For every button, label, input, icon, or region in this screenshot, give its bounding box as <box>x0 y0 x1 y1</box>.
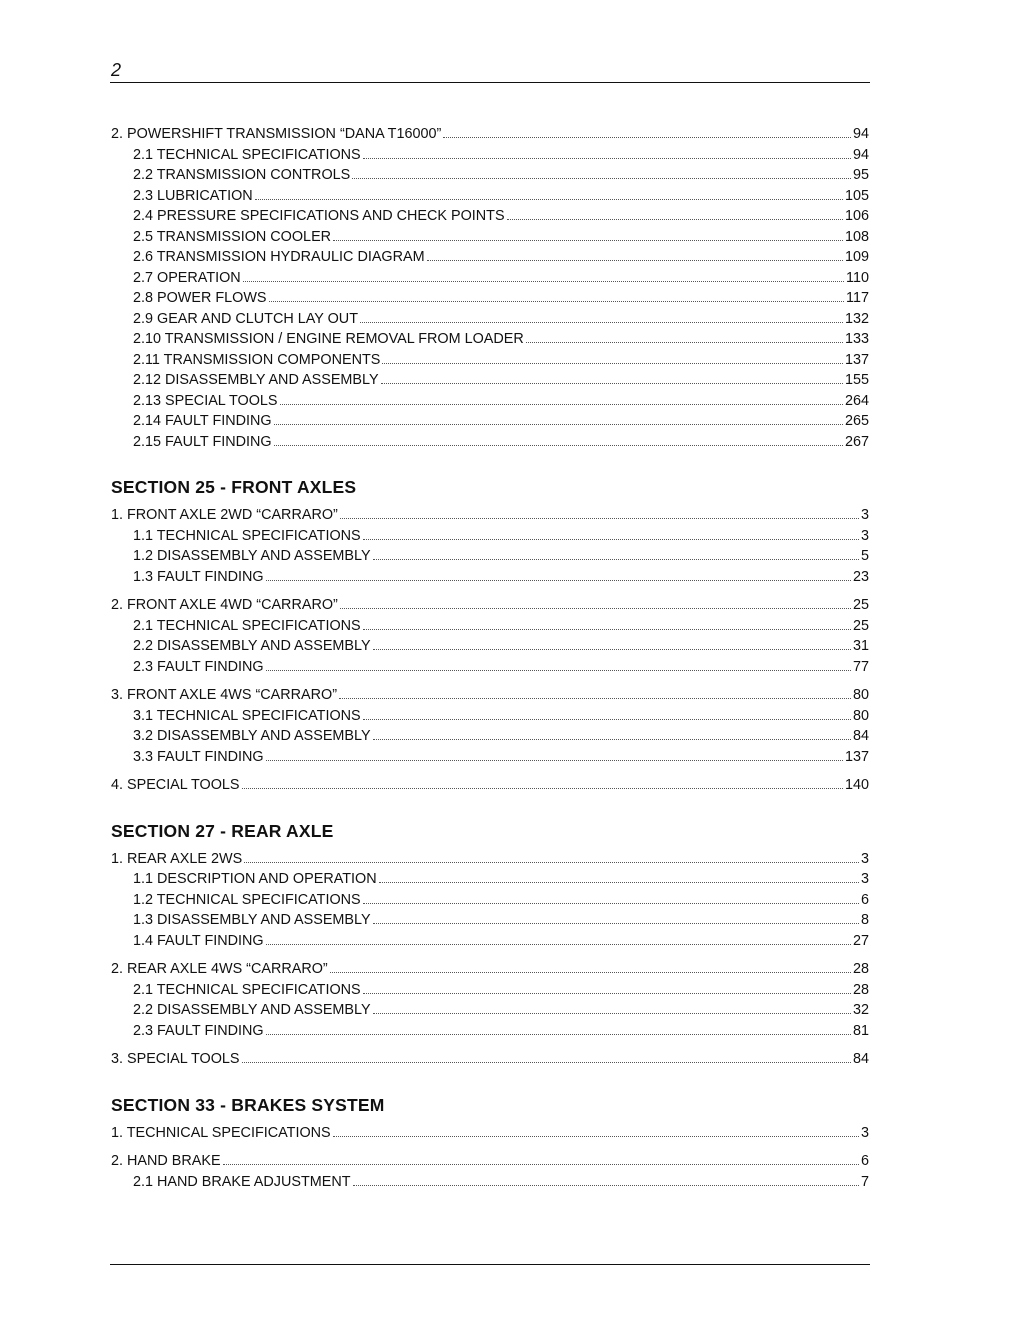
header-rule <box>110 82 870 83</box>
toc-entry-page: 117 <box>846 290 869 306</box>
toc-entry-title: 2.11 TRANSMISSION COMPONENTS <box>133 351 381 368</box>
toc-entry-title: 1.3 DISASSEMBLY AND ASSEMBLY <box>133 912 371 928</box>
toc-entry-title: 2.1 TECHNICAL SPECIFICATIONS <box>133 146 361 163</box>
toc-entry-title: 3. FRONT AXLE 4WS “CARRARO” <box>111 687 338 703</box>
toc-entry-page: 3 <box>860 850 869 867</box>
toc-entry-title: 2.3 FAULT FINDING <box>133 1022 264 1039</box>
toc-entry[interactable] <box>111 775 869 796</box>
toc-entry[interactable] <box>111 1021 869 1042</box>
toc-entry-page: 3 <box>860 527 869 544</box>
toc-entry-page: 5 <box>860 548 869 564</box>
toc-entry[interactable] <box>111 1172 869 1193</box>
toc-entry[interactable] <box>111 959 869 980</box>
toc-entry-page: 3 <box>860 871 869 887</box>
dot-leader <box>280 404 843 405</box>
toc-entry[interactable] <box>111 1049 869 1070</box>
toc-entry[interactable] <box>111 370 869 391</box>
toc-entry[interactable] <box>111 616 869 637</box>
dot-leader <box>363 158 851 159</box>
toc-entry-page: 25 <box>852 617 869 634</box>
toc-entry-page: 110 <box>846 269 869 286</box>
toc-entry[interactable] <box>111 546 869 567</box>
toc-entry-page: 80 <box>852 707 869 724</box>
dot-leader <box>507 219 843 220</box>
toc-entry-title: 3.3 FAULT FINDING <box>133 748 264 765</box>
toc-entry-title: 2.12 DISASSEMBLY AND ASSEMBLY <box>133 372 379 388</box>
toc-entry[interactable] <box>111 567 869 588</box>
dot-leader <box>373 739 851 740</box>
toc-entry-title: 1.2 TECHNICAL SPECIFICATIONS <box>133 891 361 908</box>
toc-entry-page: 27 <box>852 932 869 949</box>
toc-entry-title: 3.1 TECHNICAL SPECIFICATIONS <box>133 707 361 724</box>
toc-entry-title: 2.8 POWER FLOWS <box>133 290 267 306</box>
toc-entry-page: 23 <box>852 568 869 585</box>
toc-entry-page: 80 <box>852 687 869 703</box>
toc-entry-title: 2.5 TRANSMISSION COOLER <box>133 228 332 245</box>
toc-entry[interactable] <box>111 726 869 747</box>
toc-entry[interactable] <box>111 849 869 870</box>
dot-leader <box>244 862 859 863</box>
dot-leader <box>373 1013 851 1014</box>
toc-entry[interactable] <box>111 309 869 330</box>
dot-leader <box>255 199 843 200</box>
dot-leader <box>330 972 851 973</box>
dot-leader <box>363 903 859 904</box>
toc-entry[interactable] <box>111 910 869 931</box>
dot-leader <box>363 539 859 540</box>
dot-leader <box>274 424 843 425</box>
dot-leader <box>340 518 859 519</box>
toc-entry[interactable] <box>111 526 869 547</box>
dot-leader <box>381 383 843 384</box>
dot-leader <box>269 301 845 302</box>
dot-leader <box>333 1136 859 1137</box>
toc-entry[interactable] <box>111 124 869 145</box>
dot-leader <box>242 1062 851 1063</box>
toc-entry[interactable] <box>111 1151 869 1172</box>
toc-entry-title: 2.3 FAULT FINDING <box>133 658 264 675</box>
toc-entry-title: 1. TECHNICAL SPECIFICATIONS <box>111 1124 331 1141</box>
toc-entry-page: 3 <box>860 1124 869 1141</box>
toc-entry-page: 84 <box>852 728 869 744</box>
dot-leader <box>443 137 851 138</box>
toc-entry-page: 25 <box>852 597 869 613</box>
toc-entry-title: 3.2 DISASSEMBLY AND ASSEMBLY <box>133 728 371 744</box>
toc-entry-page: 77 <box>852 658 869 675</box>
toc-entry[interactable] <box>111 869 869 890</box>
toc-entry-title: 2.9 GEAR AND CLUTCH LAY OUT <box>133 310 358 327</box>
toc-entry-title: 2. FRONT AXLE 4WD “CARRARO” <box>111 597 338 613</box>
dot-leader <box>340 608 851 609</box>
toc-entry[interactable] <box>111 747 869 768</box>
dot-leader <box>266 1034 851 1035</box>
toc-entry[interactable] <box>111 186 869 207</box>
toc-entry-page: 81 <box>852 1022 869 1039</box>
toc-entry-page: 31 <box>852 638 869 654</box>
dot-leader <box>242 788 843 789</box>
toc-entry-title: 1.1 TECHNICAL SPECIFICATIONS <box>133 527 361 544</box>
toc-entry[interactable] <box>111 391 869 412</box>
dot-leader <box>223 1164 859 1165</box>
toc-entry-page: 137 <box>844 748 869 765</box>
dot-leader <box>266 670 851 671</box>
dot-leader <box>373 649 851 650</box>
toc-entry-title: 1.1 DESCRIPTION AND OPERATION <box>133 871 377 887</box>
dot-leader <box>266 580 851 581</box>
section-heading: SECTION 33 - BRAKES SYSTEM <box>111 1094 385 1115</box>
toc-entry-page: 8 <box>860 912 869 928</box>
toc-entry-page: 28 <box>852 961 869 977</box>
toc-entry-page: 6 <box>860 1153 869 1169</box>
toc-entry[interactable] <box>111 288 869 309</box>
dot-leader <box>339 698 851 699</box>
dot-leader <box>353 1185 859 1186</box>
dot-leader <box>373 923 859 924</box>
toc-entry-page: 109 <box>844 249 869 265</box>
toc-entry[interactable] <box>111 165 869 186</box>
dot-leader <box>360 322 843 323</box>
footer-rule <box>110 1264 870 1265</box>
toc-entry[interactable] <box>111 1123 869 1144</box>
toc-entry-title: 2.14 FAULT FINDING <box>133 413 272 429</box>
toc-entry-page: 106 <box>844 208 869 224</box>
toc-entry-page: 7 <box>860 1173 869 1190</box>
toc-entry[interactable] <box>111 268 869 289</box>
toc-entry-title: 2.10 TRANSMISSION / ENGINE REMOVAL FROM LOADER <box>133 331 524 347</box>
toc-entry-page: 3 <box>860 507 869 523</box>
toc-entry-title: 1. FRONT AXLE 2WD “CARRARO” <box>111 507 338 523</box>
toc-entry-title: 1.2 DISASSEMBLY AND ASSEMBLY <box>133 548 371 564</box>
toc-entry-page: 95 <box>852 167 869 183</box>
toc-entry[interactable] <box>111 931 869 952</box>
toc-entry-title: 2.1 TECHNICAL SPECIFICATIONS <box>133 981 361 998</box>
toc-entry[interactable] <box>111 636 869 657</box>
toc-entry-title: 2.6 TRANSMISSION HYDRAULIC DIAGRAM <box>133 249 425 265</box>
toc-entry-page: 155 <box>844 372 869 388</box>
toc-entry-page: 105 <box>844 187 869 204</box>
toc-entry-title: 2.3 LUBRICATION <box>133 187 253 204</box>
dot-leader <box>243 281 844 282</box>
dot-leader <box>526 342 843 343</box>
toc-entry[interactable] <box>111 706 869 727</box>
toc-entry[interactable] <box>111 505 869 526</box>
dot-leader <box>333 240 843 241</box>
toc-entry-title: 2.1 HAND BRAKE ADJUSTMENT <box>133 1173 351 1190</box>
toc-entry-page: 132 <box>844 310 869 327</box>
toc-entry-title: 1.4 FAULT FINDING <box>133 932 264 949</box>
toc-entry-title: 2. REAR AXLE 4WS “CARRARO” <box>111 961 328 977</box>
toc-entry-page: 265 <box>844 413 869 429</box>
dot-leader <box>363 993 851 994</box>
toc-entry-title: 1. REAR AXLE 2WS <box>111 850 243 867</box>
toc-entry[interactable] <box>111 350 869 371</box>
dot-leader <box>274 445 843 446</box>
dot-leader <box>427 260 843 261</box>
dot-leader <box>382 363 843 364</box>
toc-entry-title: 2. POWERSHIFT TRANSMISSION “DANA T16000” <box>111 126 442 142</box>
toc-entry[interactable] <box>111 227 869 248</box>
dot-leader <box>373 559 859 560</box>
toc-entry-page: 264 <box>844 392 869 409</box>
dot-leader <box>266 944 851 945</box>
toc-entry[interactable] <box>111 980 869 1001</box>
toc-entry-page: 84 <box>852 1051 869 1067</box>
table-of-contents <box>111 124 869 1192</box>
toc-entry-title: 4. SPECIAL TOOLS <box>111 777 240 793</box>
toc-entry-page: 108 <box>844 228 869 245</box>
toc-entry[interactable] <box>111 145 869 166</box>
toc-entry-title: 2.13 SPECIAL TOOLS <box>133 392 278 409</box>
toc-entry-title: 2. HAND BRAKE <box>111 1153 221 1169</box>
toc-entry[interactable] <box>111 685 869 706</box>
dot-leader <box>363 629 851 630</box>
toc-entry[interactable] <box>111 247 869 268</box>
dot-leader <box>352 178 851 179</box>
toc-entry-title: 2.2 DISASSEMBLY AND ASSEMBLY <box>133 1002 371 1018</box>
toc-entry-title: 2.4 PRESSURE SPECIFICATIONS AND CHECK POINTS <box>133 208 505 224</box>
toc-entry-title: 2.2 DISASSEMBLY AND ASSEMBLY <box>133 638 371 654</box>
toc-entry-page: 137 <box>844 351 869 368</box>
toc-entry-page: 94 <box>852 146 869 163</box>
toc-entry[interactable] <box>111 411 869 432</box>
toc-entry-title: 1.3 FAULT FINDING <box>133 568 264 585</box>
toc-entry-page: 133 <box>844 331 869 347</box>
dot-leader <box>379 882 859 883</box>
section-heading: SECTION 27 - REAR AXLE <box>111 820 334 841</box>
toc-entry-page: 32 <box>852 1002 869 1018</box>
toc-entry-title: 2.15 FAULT FINDING <box>133 433 272 450</box>
toc-entry[interactable] <box>111 329 869 350</box>
toc-entry-page: 140 <box>844 777 869 793</box>
toc-entry-page: 28 <box>852 981 869 998</box>
toc-entry-page: 94 <box>852 126 869 142</box>
dot-leader <box>266 760 843 761</box>
section-heading: SECTION 25 - FRONT AXLES <box>111 477 357 497</box>
toc-entry[interactable] <box>111 1000 869 1021</box>
toc-entry-title: 2.1 TECHNICAL SPECIFICATIONS <box>133 617 361 634</box>
dot-leader <box>363 719 851 720</box>
toc-entry[interactable] <box>111 206 869 227</box>
toc-entry[interactable] <box>111 595 869 616</box>
toc-entry[interactable] <box>111 657 869 678</box>
toc-entry-title: 2.2 TRANSMISSION CONTROLS <box>133 167 351 183</box>
toc-entry-page: 267 <box>844 433 869 450</box>
toc-entry-title: 2.7 OPERATION <box>133 269 241 286</box>
toc-entry-title: 3. SPECIAL TOOLS <box>111 1051 240 1067</box>
toc-entry[interactable] <box>111 432 869 453</box>
toc-entry[interactable] <box>111 890 869 911</box>
toc-entry-page: 6 <box>860 891 869 908</box>
page-number: 2 <box>111 60 122 80</box>
